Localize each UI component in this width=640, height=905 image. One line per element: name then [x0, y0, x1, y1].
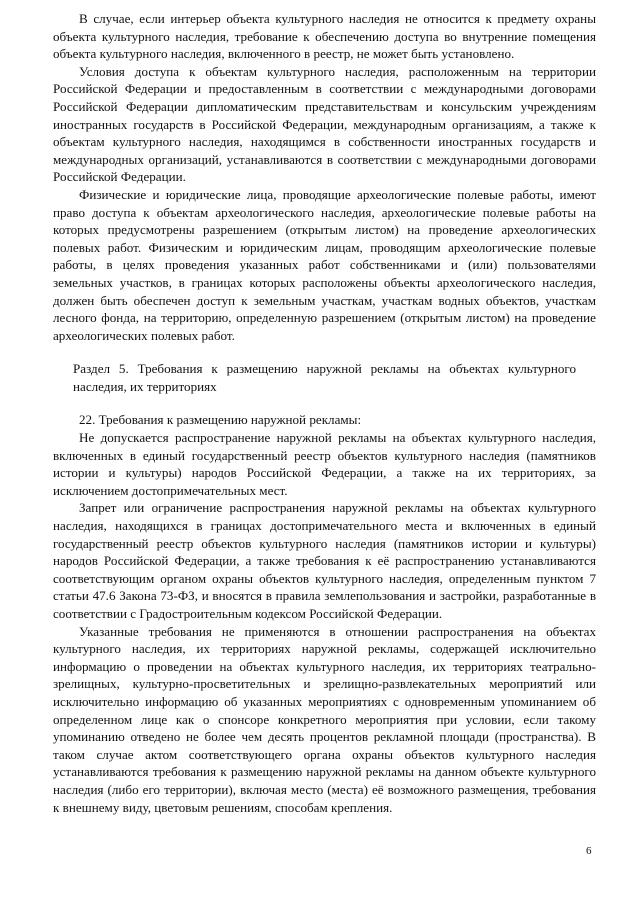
paragraph-advertising-exceptions: Указанные требования не применяются в отношении распространения на объектах культурного наследия, их территориях наружной рекламы, содержащей исключительно информацию о проведении на объектах культурного наследия, их территориях театрально-зрелищных, культурно-просветительных и зрелищно-развлекательных мероприятий или исключительно информацию об указанных мероприятиях с одновременным упоминанием об определенном лице как о спонсоре конкретного мероприятия при условии, если такому упоминанию отведено не более чем десять процентов рекламной площади (пространства). В таком случае актом соответствующего органа охраны объектов культурного наследия устанавливаются требования к размещению наружной рекламы на данном объекте культурного наследия (либо его территории), включая место (места) её возможного размещения, требования к внешнему виду, цветовым решениям, способам крепления. — [53, 623, 596, 815]
paragraph-advertising-ban: Не допускается распространение наружной рекламы на объектах культурного наследия, включенных в единый государственный реестр объектов культурного наследия (памятников истории и культуры) народов Российской Федерации, а также на их территориях, за исключением достопримечательных мест. — [53, 430, 596, 498]
page-number: 6 — [586, 845, 592, 857]
paragraph-international-access: Условия доступа к объектам культурного наследия, расположенным на территории Российской Федерации и предоставленным в соответствии с международными договорами Российской Федерации дипломатическим представительствам и консульским учреждениям иностранных государств в Российской Федерации, международным организациям, а также к объектам культурного наследия, находящимся в собственности иностранных государств и международных организаций, устанавливаются в соответствии с международными договорами Российской Федерации. — [53, 63, 596, 185]
paragraph-interior-access: В случае, если интерьер объекта культурного наследия не относится к предмету охраны объекта культурного наследия, требование к обеспечению доступа во внутренние помещения объекта культурного наследия, включенного в реестр, не может быть установлено. — [53, 11, 596, 62]
clause-heading: 22. Требования к размещению наружной рекламы: — [79, 412, 362, 428]
section-heading: Раздел 5. Требования к размещению наружной рекламы на объектах культурного наследия, их территориях — [73, 361, 576, 394]
paragraph-advertising-restriction: Запрет или ограничение распространения наружной рекламы на объектах культурного наследия, находящихся в границах достопримечательного места и включенных в единый государственный реестр объектов культурного наследия (памятников истории и культуры) народов Российской Федерации, а также требования к её распространению устанавливаются соответствующим органом охраны объектов культурного наследия, определенным пунктом 7 статьи 47.6 Закона 73-ФЗ, и вносятся в правила землепользования и застройки, разработанные в соответствии с Градостроительным кодексом Российской Федерации. — [53, 500, 596, 621]
paragraph-archaeological-access: Физические и юридические лица, проводящие археологические полевые работы, имеют право доступа к объектам археологического наследия, археологические полевые работы на которых предусмотрены разрешением (открытым листом) на проведение археологических полевых работ. Физическим и юридическим лицам, проводящим археологические полевые работы, в целях проведения указанных работ собственниками и (или) пользователями земельных участков, в границах которых расположены объекты археологического наследия, должен быть обеспечен доступ к земельным участкам, участкам водных объектов, участкам лесного фонда, на территорию, определенную разрешением (открытым листом) на проведение археологических полевых работ. — [53, 186, 596, 343]
document-body — [53, 10, 596, 816]
